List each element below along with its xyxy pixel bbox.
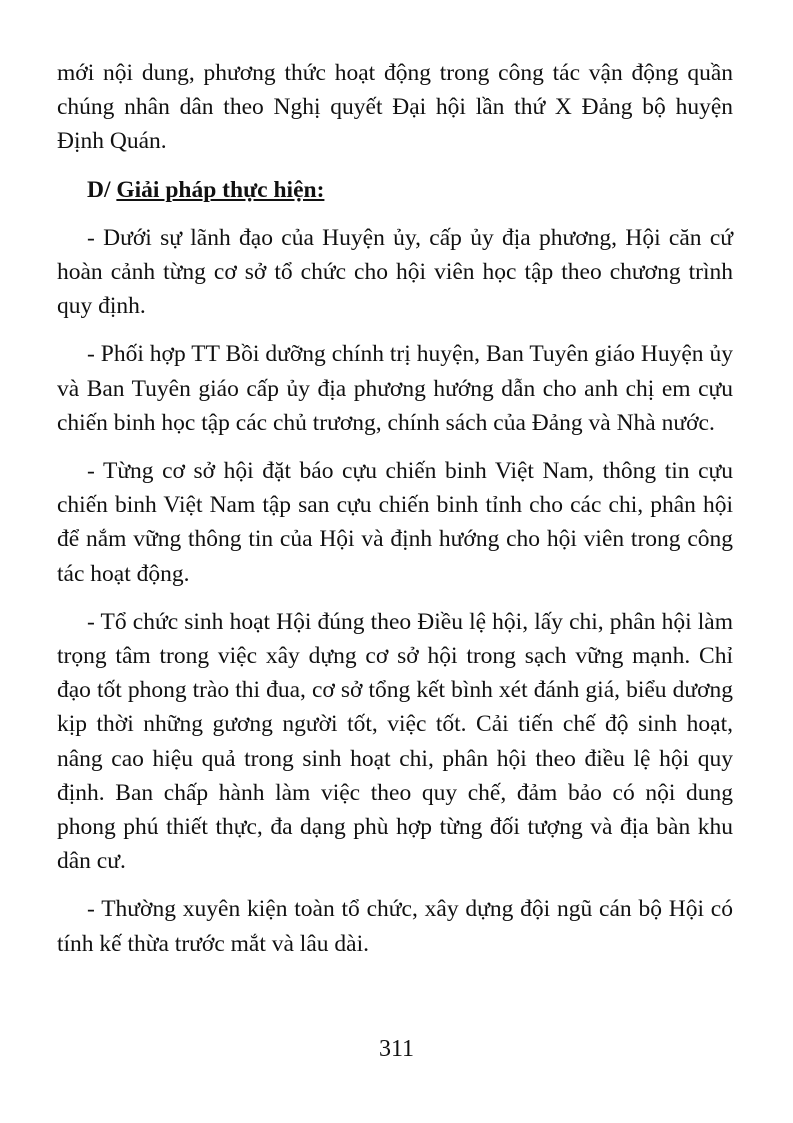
page-body xyxy=(57,56,733,975)
section-heading xyxy=(57,173,733,207)
paragraph-cadre: - Thường xuyên kiện toàn tổ chức, xây dựng đội ngũ cán bộ Hội có tính kế thừa trước mắt và lâu dài. xyxy=(57,896,733,957)
paragraph-organization: - Tổ chức sinh hoạt Hội đúng theo Điều lệ hội, lấy chi, phân hội làm trọng tâm trong việc xây dựng cơ sở hội trong sạch vững mạnh. Chỉ đạo tốt phong trào thi đua, cơ sở tổng kết bình xét đánh giá, biểu dương kịp thời những gương người tốt, việc tốt. Cải tiến chế độ sinh hoạt, nâng cao hiệu quả trong sinh hoạt chi, phân hội theo điều lệ hội quy định. Ban chấp hành làm việc theo quy chế, đảm bảo có nội dung phong phú thiết thực, đa dạng phù hợp từng đối tượng và địa bàn khu dân cư. xyxy=(57,608,733,875)
section-heading-prefix: D/ xyxy=(87,176,117,203)
page-number: 311 xyxy=(378,1036,415,1062)
paragraph-leadership: - Dưới sự lãnh đạo của Huyện ủy, cấp ủy địa phương, Hội căn cứ hoàn cảnh từng cơ sở tổ chức cho hội viên học tập theo chương trình quy định. xyxy=(57,224,733,320)
paragraph-coordination: - Phối hợp TT Bồi dưỡng chính trị huyện, Ban Tuyên giáo Huyện ủy và Ban Tuyên giáo cấp ủy địa phương hướng dẫn cho anh chị em cựu chiến binh học tập các chủ trương, chính sách của Đảng và Nhà nước. xyxy=(57,341,733,436)
section-heading-title: Giải pháp thực hiện: xyxy=(116,176,325,203)
intro-paragraph: mới nội dung, phương thức hoạt động trong công tác vận động quần chúng nhân dân theo Nghị quyết Đại hội lần thứ X Đảng bộ huyện Định Quán. xyxy=(57,60,733,155)
paragraph-newspapers: - Từng cơ sở hội đặt báo cựu chiến binh Việt Nam, thông tin cựu chiến binh Việt Nam tập san cựu chiến binh tỉnh cho các chi, phân hội để nắm vững thông tin của Hội và định hướng cho hội viên trong công tác hoạt động. xyxy=(57,458,733,587)
